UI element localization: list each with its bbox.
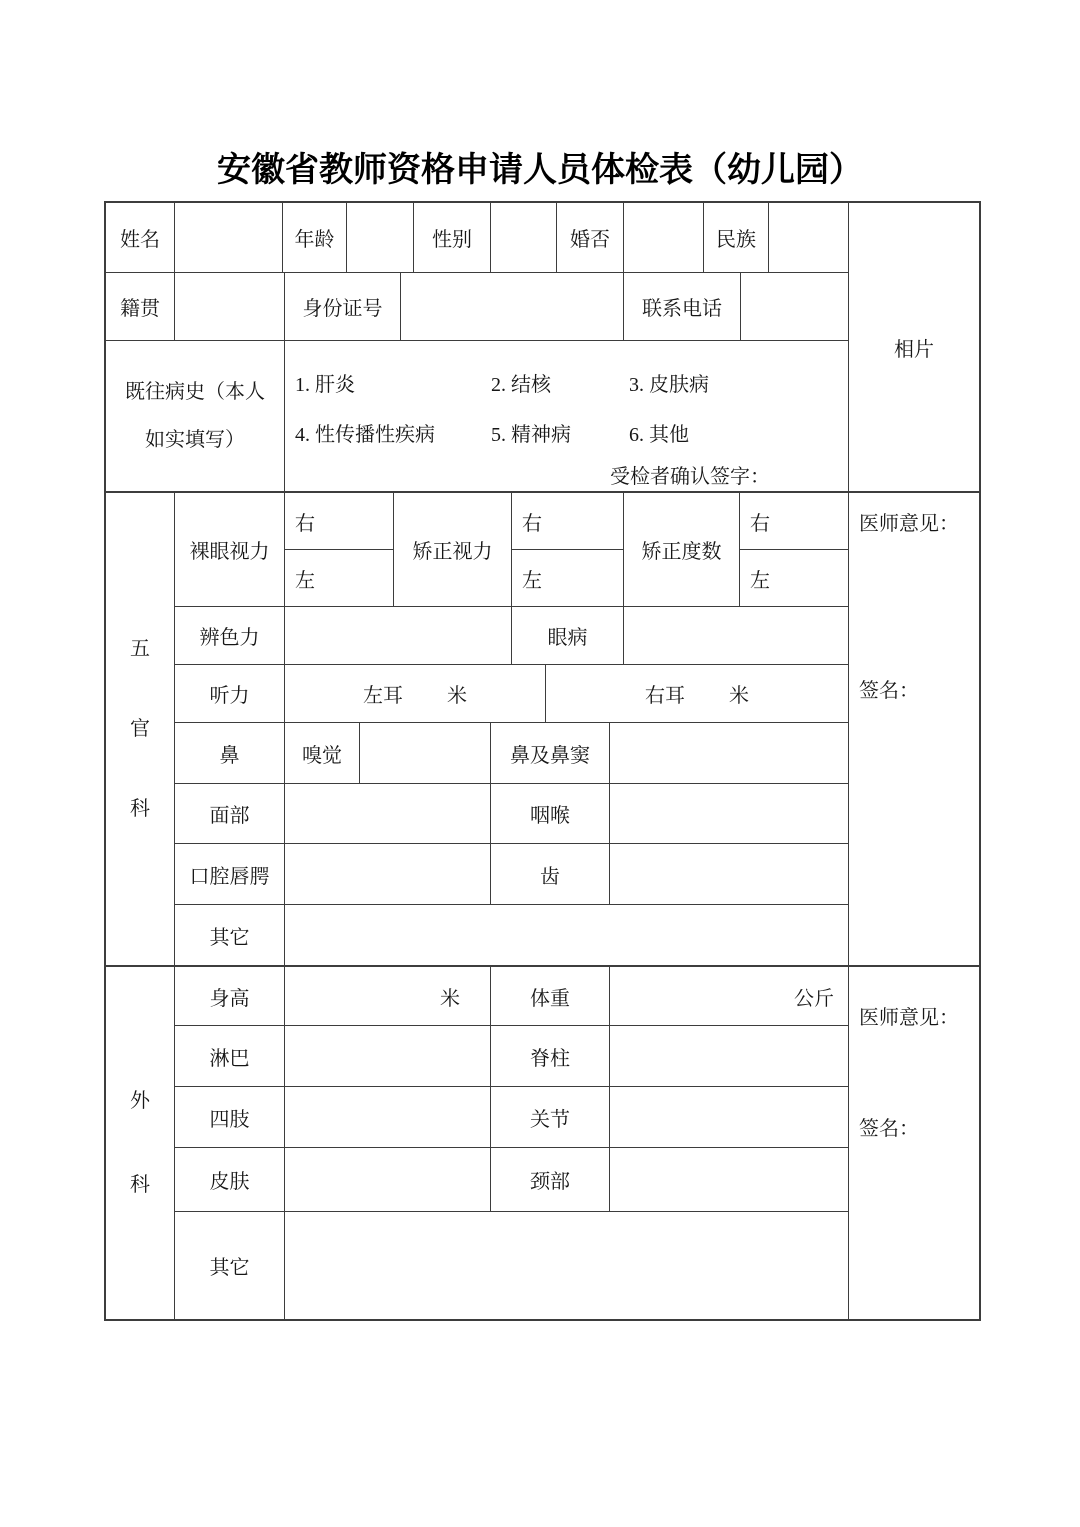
label-smell: 嗅觉 — [285, 723, 360, 783]
throat-input-cell[interactable] — [610, 784, 848, 843]
oral-input-cell[interactable] — [285, 844, 491, 904]
spine-input-cell[interactable] — [610, 1026, 848, 1086]
height-input-cell[interactable] — [285, 967, 491, 1025]
label-face: 面部 — [175, 784, 285, 843]
medical-history-content[interactable] — [285, 341, 848, 491]
history-line-2 — [295, 407, 848, 457]
label-right-ear-meter: 米 — [729, 685, 749, 707]
photo-label: 相片 — [894, 338, 934, 361]
row-color-vision — [175, 607, 848, 665]
history-line-1 — [295, 357, 848, 407]
row-nose — [175, 723, 848, 784]
label-height-meter: 米 — [440, 987, 460, 1010]
face-input-cell[interactable] — [285, 784, 491, 843]
ethnicity-input-cell[interactable] — [769, 203, 848, 272]
ent-doctor-cell[interactable] — [848, 493, 979, 965]
hearing-left-ear-input-cell[interactable] — [285, 665, 546, 722]
history-item-mental-illness: 5. 精神病 — [491, 423, 571, 446]
history-item-hepatitis: 1. 肝炎 — [295, 373, 355, 396]
row-limbs — [175, 1087, 848, 1148]
row-height-weight — [175, 967, 848, 1026]
surgery-doctor-cell[interactable] — [848, 967, 979, 1319]
ent-doctor-opinion-label: 医师意见： — [859, 513, 959, 535]
nose-sinus-input-cell[interactable] — [610, 723, 848, 783]
gender-input-cell[interactable] — [491, 203, 557, 272]
label-spine: 脊柱 — [491, 1026, 610, 1086]
native-place-input-cell[interactable] — [175, 273, 285, 340]
skin-input-cell[interactable] — [285, 1148, 491, 1211]
row-skin — [175, 1148, 848, 1212]
weight-input-cell[interactable] — [610, 967, 848, 1025]
corrected-degree-left[interactable]: 左 — [750, 569, 770, 592]
neck-input-cell[interactable] — [610, 1148, 848, 1211]
history-item-skin-disease: 3. 皮肤病 — [629, 373, 709, 396]
label-left-ear: 左耳 — [363, 685, 403, 707]
label-surgery-other: 其它 — [175, 1212, 285, 1319]
row-vision — [175, 493, 848, 607]
label-left-ear-meter: 米 — [447, 685, 467, 707]
hearing-right-ear-input-cell[interactable] — [546, 665, 848, 722]
row-basic-1 — [106, 203, 848, 273]
section-label-ent: 五 官 科 — [106, 493, 175, 965]
examinee-signature-label[interactable]: 受检者确认签字： — [610, 465, 770, 488]
label-skin: 皮肤 — [175, 1148, 285, 1211]
row-oral — [175, 844, 848, 905]
label-ent-other: 其它 — [175, 905, 285, 965]
label-naked-vision: 裸眼视力 — [175, 493, 285, 606]
surgery-band — [106, 965, 979, 1319]
surgery-other-input-cell[interactable] — [285, 1212, 848, 1319]
label-oral: 口腔唇腭 — [175, 844, 285, 904]
eye-disease-input-cell[interactable] — [624, 607, 848, 664]
marital-input-cell[interactable] — [624, 203, 704, 272]
page-title: 安徽省教师资格申请人员体检表（幼儿园） — [217, 151, 863, 189]
label-color-vision: 辨色力 — [175, 607, 285, 664]
label-ethnicity: 民族 — [704, 203, 769, 272]
name-input-cell[interactable] — [175, 203, 283, 272]
limbs-input-cell[interactable] — [285, 1087, 491, 1147]
label-medical-history: 既往病史（本人 如实填写） — [106, 341, 285, 491]
row-ent-other — [175, 905, 848, 965]
age-input-cell[interactable] — [347, 203, 414, 272]
label-hearing: 听力 — [175, 665, 285, 722]
corrected-degree-right[interactable]: 右 — [740, 493, 848, 550]
history-item-other: 6. 其他 — [629, 423, 689, 446]
basic-info-main — [106, 203, 848, 491]
label-joints: 关节 — [491, 1087, 610, 1147]
label-right-ear: 右耳 — [645, 685, 685, 707]
label-eye-disease: 眼病 — [512, 607, 624, 664]
label-corrected-degree: 矫正度数 — [624, 493, 740, 606]
teeth-input-cell[interactable] — [610, 844, 848, 904]
photo-box[interactable] — [848, 203, 979, 491]
label-id-number: 身份证号 — [285, 273, 401, 340]
lymph-input-cell[interactable] — [285, 1026, 491, 1086]
history-item-tuberculosis: 2. 结核 — [491, 373, 551, 396]
ent-main — [175, 493, 848, 965]
label-height: 身高 — [175, 967, 285, 1025]
label-corrected-vision: 矫正视力 — [394, 493, 512, 606]
row-medical-history — [106, 341, 848, 491]
label-neck: 颈部 — [491, 1148, 610, 1211]
row-hearing — [175, 665, 848, 723]
label-phone: 联系电话 — [624, 273, 741, 340]
naked-vision-left[interactable]: 左 — [295, 569, 315, 592]
row-basic-2 — [106, 273, 848, 341]
ent-doctor-signature-label: 签名： — [859, 680, 919, 702]
color-vision-input-cell[interactable] — [285, 607, 512, 664]
history-item-std: 4. 性传播性疾病 — [295, 423, 435, 446]
corrected-vision-input-cell[interactable] — [512, 493, 624, 606]
corrected-degree-input-cell[interactable] — [740, 493, 848, 606]
section-label-surgery: 外 科 — [106, 967, 175, 1319]
ent-other-input-cell[interactable] — [285, 905, 848, 965]
phone-input-cell[interactable] — [741, 273, 848, 340]
label-weight-kg: 公斤 — [794, 987, 834, 1010]
corrected-vision-left[interactable]: 左 — [522, 569, 542, 592]
label-teeth: 齿 — [491, 844, 610, 904]
naked-vision-input-cell[interactable] — [285, 493, 394, 606]
surgery-doctor-signature-label: 签名： — [859, 1118, 919, 1140]
joints-input-cell[interactable] — [610, 1087, 848, 1147]
label-name: 姓名 — [106, 203, 175, 272]
row-lymph — [175, 1026, 848, 1087]
surgery-main — [175, 967, 848, 1319]
label-limbs: 四肢 — [175, 1087, 285, 1147]
label-gender: 性别 — [414, 203, 491, 272]
row-surgery-other — [175, 1212, 848, 1319]
row-face — [175, 784, 848, 844]
label-age: 年龄 — [283, 203, 347, 272]
corrected-vision-right[interactable]: 右 — [512, 493, 623, 550]
id-number-input-cell[interactable] — [401, 273, 624, 340]
label-marital-status: 婚否 — [557, 203, 624, 272]
label-lymph: 淋巴 — [175, 1026, 285, 1086]
surgery-doctor-opinion-label: 医师意见： — [859, 1007, 959, 1029]
basic-info-band — [106, 203, 979, 491]
label-native-place: 籍贯 — [106, 273, 175, 340]
label-throat: 咽喉 — [491, 784, 610, 843]
label-weight: 体重 — [491, 967, 610, 1025]
label-nose: 鼻 — [175, 723, 285, 783]
exam-table — [104, 201, 981, 1321]
label-nose-sinus: 鼻及鼻窦 — [491, 723, 610, 783]
smell-input-cell[interactable] — [360, 723, 491, 783]
naked-vision-right[interactable]: 右 — [285, 493, 393, 550]
ent-band — [106, 491, 979, 965]
